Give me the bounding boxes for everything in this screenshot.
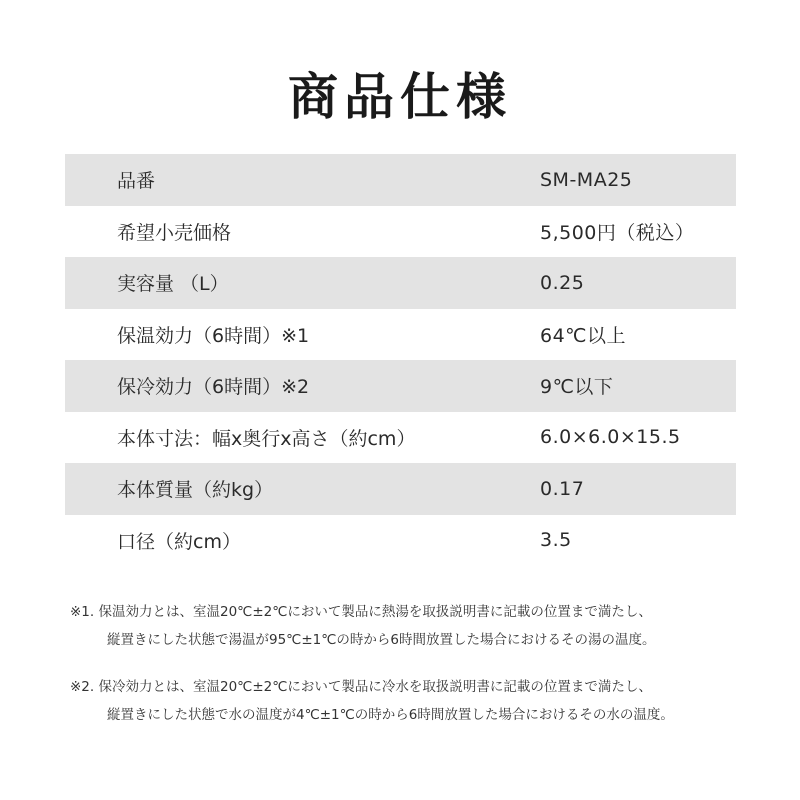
spec-value: 9℃以下 [540,376,614,399]
spec-label: 保冷効力（6時間）※2 [117,376,310,399]
spec-label: 本体寸法：幅x奥行x高さ（約cm） [117,427,416,450]
spec-value: 3.5 [540,529,572,552]
spec-label: 品番 [117,170,156,193]
spec-row-weight [65,463,736,515]
footnote-line: ※1. 保温効力とは、室温20℃±2℃において製品に熱湯を取扱説明書に記載の位置まで満たし、 [70,604,652,620]
footnote-line: ※2. 保冷効力とは、室温20℃±2℃において製品に冷水を取扱説明書に記載の位置まで満たし、 [70,679,652,695]
spec-value: 0.17 [540,477,585,500]
spec-label: 実容量 （L） [117,273,229,296]
spec-table [65,154,736,566]
spec-label: 口径（約cm） [117,530,241,553]
spec-row-heat-retention [65,309,736,361]
spec-row-mouth-diameter [65,515,736,567]
footnote-line: 縦置きにした状態で湯温が95℃±1℃の時から6時間放置した場合におけるその湯の温度。 [107,632,656,648]
footnote-line: 縦置きにした状態で水の温度が4℃±1℃の時から6時間放置した場合におけるその水の温度。 [107,707,674,723]
spec-row-cold-retention [65,360,736,412]
footnote-2 [0,673,800,729]
spec-value: 64℃以上 [540,324,627,347]
spec-value: 5,500円（税込） [540,221,695,244]
spec-label: 本体質量（約kg） [117,479,274,502]
spec-row-capacity [65,257,736,309]
page-title: 商品仕様 [288,68,512,126]
spec-label: 希望小売価格 [117,221,232,244]
spec-row-price [65,206,736,258]
spec-value: SM-MA25 [540,168,633,191]
spec-row-model [65,154,736,206]
spec-value: 0.25 [540,271,585,294]
spec-row-dimensions [65,412,736,464]
spec-value: 6.0×6.0×15.5 [540,426,681,449]
spec-label: 保温効力（6時間）※1 [117,324,310,347]
footnotes [0,598,800,748]
footnote-1 [0,598,800,654]
